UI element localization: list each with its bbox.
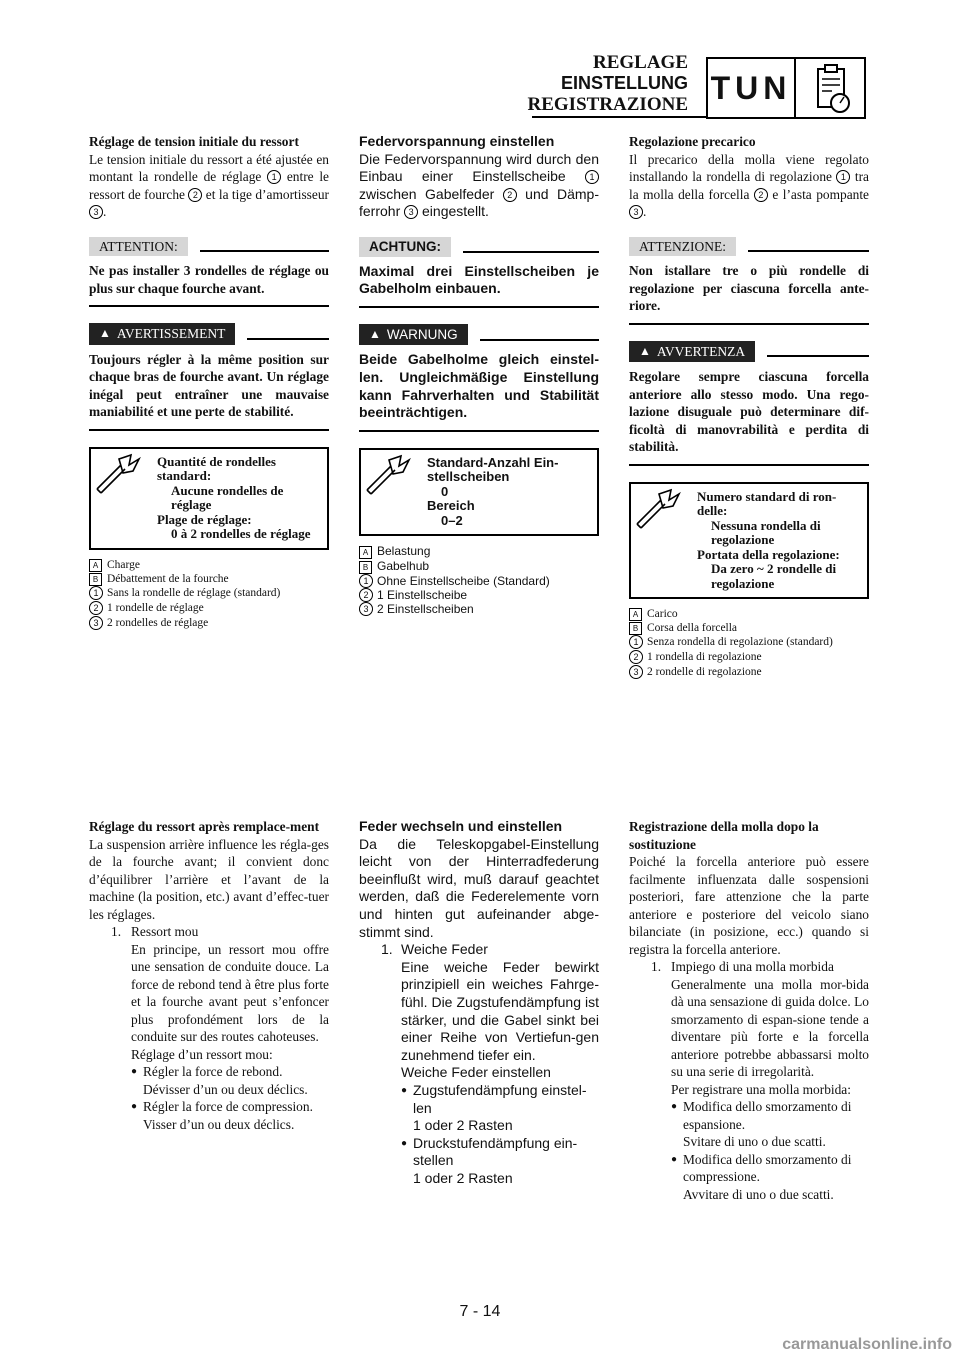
section-fr-spring: [89, 818, 329, 1133]
spec-box-it: [629, 482, 869, 600]
section-code-badge: TUN: [706, 57, 796, 119]
header-rule: [532, 116, 706, 118]
legend-it: A Carico B Corsa della forcella 1 Senza rondella di regolazione (standard) 2 1 rondella di regolazione 3 2 rondelle di regolazione: [629, 607, 869, 680]
heading-fr-spring: Réglage du ressort après remplace-ment: [89, 819, 320, 834]
bullet-item: ● Zugstufendämpfung einstel-len 1 oder 2 Rasten: [401, 1081, 587, 1134]
spec-line: Portata della regolazione:: [697, 546, 840, 562]
bullet-item: ● Régler la force de compression. Visser d’un ou deux déclics.: [131, 1099, 313, 1132]
bullet-item: ● Modifica dello smorzamento di espansione. Svitare di uno o due scatti.: [671, 1099, 852, 1149]
legend-fr: A Charge B Débattement de la fourche 1 Sans la rondelle de réglage (standard) 2 1 rondelle de réglage 3 2 rondelles de réglage: [89, 558, 329, 631]
attention-text-fr: Ne pas installer 3 rondelles de réglage ou plus sur chaque fourche avant.: [89, 263, 329, 296]
spec-line: Da zero ~ 2 rondelle di regolazione: [711, 561, 837, 591]
attention-label-it: ATTENZIONE:: [629, 237, 736, 257]
attention-text-it: Non istallare tre o più rondelle di regolazione per ciascuna forcella ante-riore.: [629, 263, 869, 313]
warning-triangle-icon: ▲: [369, 326, 381, 341]
bullet-item: ● Régler la force de rebond. Dévisser d’un ou deux déclics.: [131, 1064, 308, 1097]
wrench-icon: [631, 484, 697, 598]
attention-label-de: ACHTUNG:: [359, 237, 451, 257]
list-item: 1. Ressort mou: [111, 924, 199, 939]
spec-box-fr: [89, 447, 329, 550]
attention-text-de: Maximal drei Einstellscheiben je Gabelholm einbauen.: [359, 262, 599, 297]
warning-text-fr: Toujours régler à la même position sur chaque bras de fourche avant. Un réglage inégal peut entraîner une mauvaise maniabilité et une perte de stabilité.: [89, 351, 329, 419]
warning-label-de: WARNUNG: [386, 326, 458, 342]
body-de-preload: Die Federvorspannung wird durch den Einbau einer Einstellscheibe 1 zwischen Gabelfeder 2 und Dämp-ferrohr 3 eingestellt.: [359, 150, 599, 220]
bullet-item: ● Modifica dello smorzamento di compressione. Avvitare di uno o due scatti.: [671, 1151, 852, 1202]
item-body-it: Generalmente una molla mor-bida dà una sensazione di guida dolce. Lo smorzamento di espan-sione tende a diventare più forte e la forcella anteriore potrebbe abbassarsi molto su una serie di irregolarità.: [671, 976, 869, 1079]
warning-banner-de: [359, 324, 599, 346]
warning-text-de: Beide Gabelholme gleich einstel-len. Ungleichmäßige Einstellung kann Fahrverhalten und Stabilität beeinträchtigen.: [359, 351, 599, 421]
item-sub-de: Weiche Feder einstellen: [401, 1064, 551, 1081]
list-item: 1. Weiche Feder: [381, 941, 488, 958]
header-title-fr: REGLAGE: [592, 52, 688, 73]
warning-label-it: AVVERTENZA: [656, 343, 746, 359]
section-it-spring: [629, 818, 869, 1203]
section-it-preload: [629, 133, 869, 680]
spec-line: Numero standard di ron-delle:: [697, 488, 837, 518]
body-de-spring: Da die Teleskopgabel-Einstellung leicht von der Hinterradfederung beeinflußt wird, muß darauf geachtet werden, daß die Federelemente vorn und hinten gut aufeinander abge-stimmt sind.: [359, 835, 599, 940]
legend-de: A Belastung B Gabelhub 1 Ohne Einstellscheibe (Standard) 2 1 Einstellscheibe 3 2 Einstellscheiben: [359, 544, 599, 616]
item-sub-it: Per registrare una molla morbida:: [671, 1081, 851, 1097]
heading-de-spring: Feder wechseln und einstellen: [359, 818, 563, 834]
body-it-preload: Il precarico della molla viene regolato installando la rondella di regolazione 1 tra la molla della forcella 2 e l’asta pompante 3 .: [629, 151, 869, 219]
spec-line: Nessuna rondella di regolazione: [711, 517, 821, 547]
body-fr-preload: Le tension initiale du ressort a été ajustée en montant la rondelle de réglage 1 entre le ressort de fourche 2 et la tige d’amortisseur 3 .: [89, 151, 329, 219]
body-it-spring: Poiché la forcella anteriore può essere facilmente influenzata dalle sospensioni posteriori, fare attenzione che la parte anteriore e posteriore del veicolo siano bilanciate (in posizione, ecc.) quando si registra la forcella anteriore.: [629, 854, 869, 957]
spec-line: Plage de réglage:: [157, 511, 252, 527]
attention-banner-de: [359, 237, 599, 257]
page-number: 7 - 14: [459, 1303, 501, 1320]
heading-it-preload: Regolazione precarico: [629, 134, 756, 149]
attention-banner-it: [629, 237, 869, 257]
watermark: carmanualsonline.info: [782, 1336, 952, 1353]
spec-line: Quantité de rondelles standard:: [157, 453, 276, 483]
item-body-de: Eine weiche Feder bewirkt prinzipiell ein weiches Fahrge-fühl. Die Zugstufendämpfung ist stärker, und die Gabel sinkt bei einer Reihe von Vertiefun-gen zunehmend tiefer ein.: [401, 958, 599, 1063]
attention-label-fr: ATTENTION:: [89, 237, 188, 257]
bullet-item: ● Druckstufendämpfung ein-stellen 1 oder 2 Rasten: [401, 1134, 578, 1186]
header-titles: [528, 52, 689, 115]
section-de-spring: [359, 818, 599, 1187]
wrench-icon: [361, 450, 427, 535]
spec-line: Bereich: [427, 498, 475, 514]
wrench-icon: [91, 449, 157, 548]
section-fr-preload: [89, 133, 329, 631]
spec-line: 0 à 2 rondelles de réglage: [171, 526, 311, 541]
spec-line: 0: [441, 483, 449, 499]
spec-line: 0–2: [441, 512, 463, 528]
item-body-fr: En principe, un ressort mou offre une sensation de conduite douce. La force de rebond tend à être plus forte et la fourche avant peut s’enfoncer plus profondément lors de la conduite sur des routes cahoteuses.: [131, 941, 329, 1044]
header-title-de: EINSTELLUNG: [560, 73, 688, 93]
heading-it-spring: Registrazione della molla dopo la sostituzione: [629, 819, 819, 852]
body-fr-spring: La suspension arrière influence les régla-ges de la fourche avant; il convient donc d’équilibrer l’arrière et l’avant de la machine (la position, etc.) avant d’effec-tuer les réglages.: [89, 836, 329, 922]
warning-triangle-icon: ▲: [99, 326, 111, 340]
item-sub-fr: Réglage d’un ressort mou:: [131, 1046, 273, 1062]
warning-text-it: Regolare sempre ciascuna forcella anteriore allo stesso modo. Una rego-lazione disuguale può determinare dif-ficoltà di manovrabilità e perdita di stabilità.: [629, 369, 869, 454]
clipboard-gauge-icon: [796, 57, 866, 119]
heading-fr-preload: Réglage de tension initiale du ressort: [89, 134, 299, 149]
warning-banner-fr: [89, 323, 329, 345]
attention-banner-fr: [89, 237, 329, 257]
spec-line: Standard-Anzahl Ein-stellscheiben: [427, 454, 559, 485]
warning-label-fr: AVERTISSEMENT: [116, 326, 226, 341]
spec-line: Aucune rondelles de réglage: [171, 482, 284, 512]
list-item: 1. Impiego di una molla morbida: [651, 959, 834, 974]
heading-de-preload: Federvorspannung einstellen: [359, 133, 555, 149]
warning-triangle-icon: ▲: [639, 343, 651, 358]
section-de-preload: [359, 133, 599, 616]
header-title-it: REGISTRAZIONE: [527, 94, 688, 115]
warning-banner-it: [629, 341, 869, 363]
spec-box-de: [359, 448, 599, 537]
